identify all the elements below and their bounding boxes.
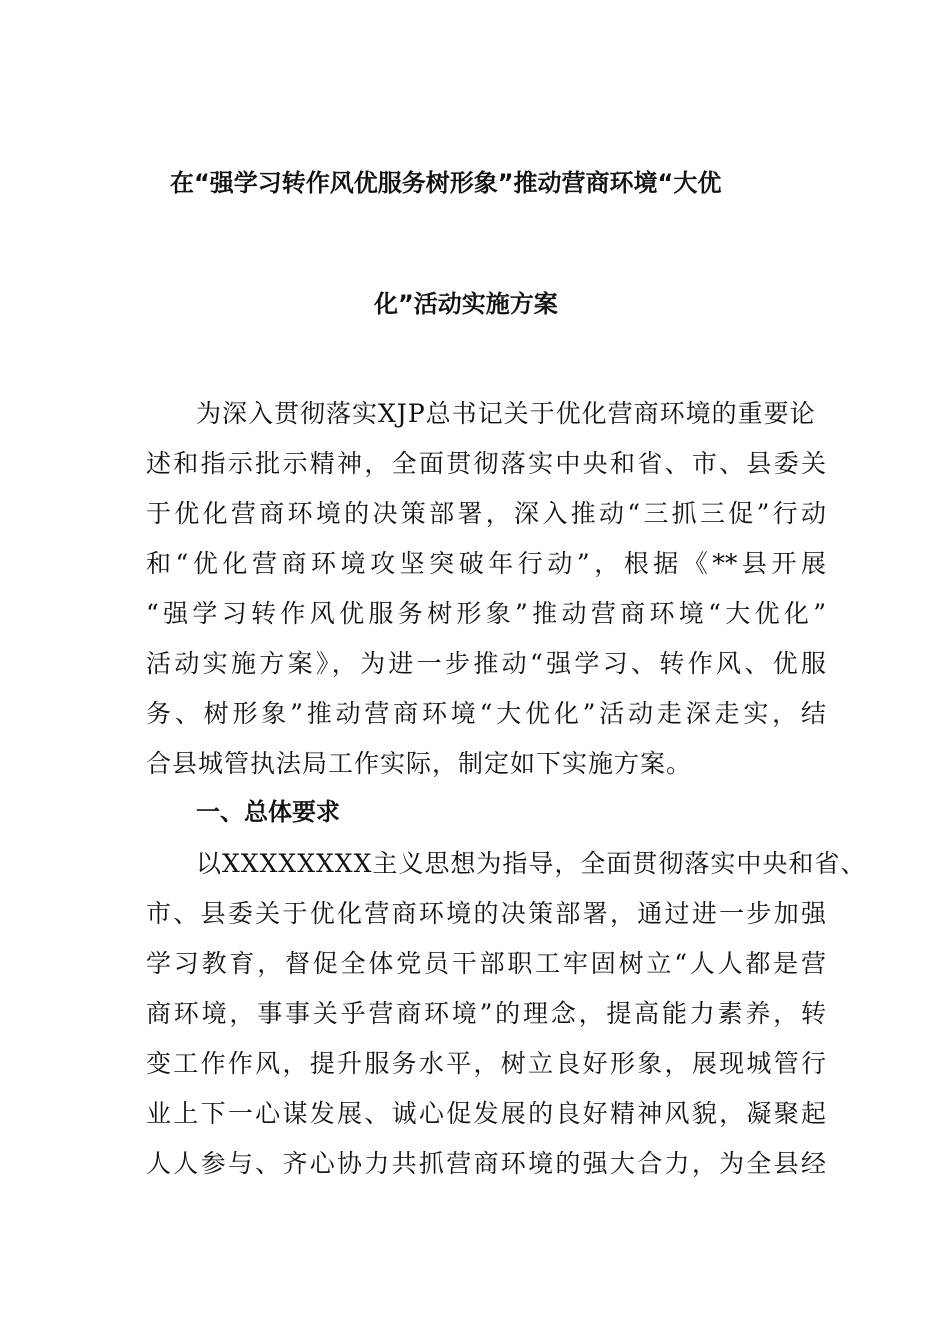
paragraph-1-line-6: 活动实施方案》，为进一步推动“强学习、转作风、优服 bbox=[146, 649, 826, 678]
paragraph-2-line-4: 商环境，事事关乎营商环境”的理念，提高能力素养，转 bbox=[146, 999, 826, 1028]
paragraph-2-line-1: 以XXXXXXXX主义思想为指导，全面贯彻落实中央和省、 bbox=[196, 849, 867, 878]
paragraph-1-line-1: 为深入贯彻落实XJP总书记关于优化营商环境的重要论 bbox=[196, 399, 816, 428]
paragraph-2-line-5: 变工作作风，提升服务水平，树立良好形象，展现城管行 bbox=[146, 1049, 826, 1078]
paragraph-1-line-4: 和“优化营商环境攻坚突破年行动”，根据《**县开展 bbox=[146, 549, 826, 578]
paragraph-1-line-8: 合县城管执法局工作实际，制定如下实施方案。 bbox=[146, 749, 693, 778]
paragraph-1-line-2: 述和指示批示精神，全面贯彻落实中央和省、市、县委关 bbox=[146, 449, 826, 478]
paragraph-1-line-3: 于优化营商环境的决策部署，深入推动“三抓三促”行动 bbox=[146, 499, 826, 528]
paragraph-1-line-5: “强学习转作风优服务树形象”推动营商环境“大优化” bbox=[146, 599, 826, 628]
paragraph-2-line-6: 业上下一心谋发展、诚心促发展的良好精神风貌，凝聚起 bbox=[146, 1099, 826, 1128]
document-title-line-2: 化”活动实施方案 bbox=[374, 290, 558, 318]
document-title-line-1: 在“强学习转作风优服务树形象”推动营商环境“大优 bbox=[170, 169, 722, 197]
paragraph-2-line-2: 市、县委关于优化营商环境的决策部署，通过进一步加强 bbox=[146, 899, 826, 928]
paragraph-2-line-7: 人人参与、齐心协力共抓营商环境的强大合力，为全县经 bbox=[146, 1149, 826, 1178]
paragraph-1-line-7: 务、树形象”推动营商环境“大优化”活动走深走实，结 bbox=[146, 699, 826, 728]
section-heading: 一、总体要求 bbox=[196, 798, 340, 826]
paragraph-2-line-3: 学习教育，督促全体党员干部职工牢固树立“人人都是营 bbox=[146, 949, 826, 978]
